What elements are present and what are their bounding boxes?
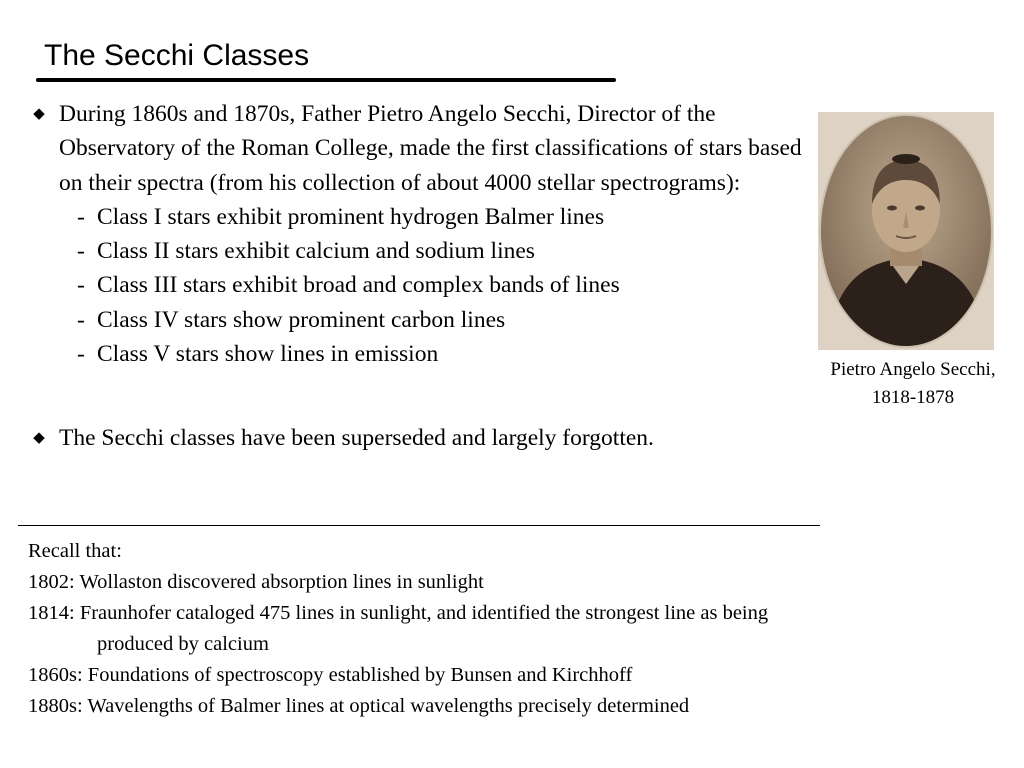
class-list-item xyxy=(59,200,804,234)
bullet-text-block xyxy=(59,421,804,455)
bullet-text-block xyxy=(59,97,804,371)
class-list-item-text: Class V stars show lines in emission xyxy=(97,341,439,368)
title-underline xyxy=(36,78,616,82)
dash-marker: - xyxy=(77,272,85,299)
recall-heading: Recall that: xyxy=(28,540,122,562)
portrait-caption-dates: 1818-1878 xyxy=(871,387,955,408)
recall-item: 1814: Fraunhofer cataloged 475 lines in sunlight, and identified the strongest line as being xyxy=(28,602,769,624)
bullet-text: During 1860s and 1870s, Father Pietro Angelo Secchi, Director of the Observatory of the Roman College, made the first classifications of stars based on their spectra (from his collection of about 4000 stellar spectrograms): xyxy=(59,101,802,196)
class-list-item-text: Class I stars exhibit prominent hydrogen Balmer lines xyxy=(97,203,605,230)
class-list-item xyxy=(59,234,804,268)
class-list-item xyxy=(59,268,804,302)
recall-item: 1860s: Foundations of spectroscopy established by Bunsen and Kirchhoff xyxy=(28,664,633,686)
portrait-caption xyxy=(800,356,1024,412)
recall-section xyxy=(28,536,1008,722)
diamond-bullet-icon: ◆ xyxy=(33,106,45,122)
class-list-item xyxy=(59,337,804,371)
dash-marker: - xyxy=(77,306,85,333)
recall-item-continuation: produced by calcium xyxy=(97,633,269,655)
class-list-item-text: Class III stars exhibit broad and complex bands of lines xyxy=(97,272,620,299)
class-list xyxy=(59,200,804,371)
bullet-text: The Secchi classes have been superseded and largely forgotten. xyxy=(59,425,654,451)
footnote-divider xyxy=(18,525,820,526)
slide-title: The Secchi Classes xyxy=(44,39,310,72)
dash-marker: - xyxy=(77,203,85,230)
portrait-photo-icon xyxy=(818,112,994,350)
class-list-item-text: Class IV stars show prominent carbon lines xyxy=(97,306,506,333)
diamond-bullet-icon: ◆ xyxy=(33,430,45,446)
dash-marker: - xyxy=(77,341,85,368)
class-list-item-text: Class II stars exhibit calcium and sodium lines xyxy=(97,238,535,265)
recall-item: 1880s: Wavelengths of Balmer lines at optical wavelengths precisely determined xyxy=(28,695,690,717)
dash-marker: - xyxy=(77,238,85,265)
portrait-caption-name: Pietro Angelo Secchi, xyxy=(830,359,996,380)
class-list-item xyxy=(59,303,804,337)
recall-item: 1802: Wollaston discovered absorption lines in sunlight xyxy=(28,571,484,593)
secchi-portrait xyxy=(818,112,994,350)
